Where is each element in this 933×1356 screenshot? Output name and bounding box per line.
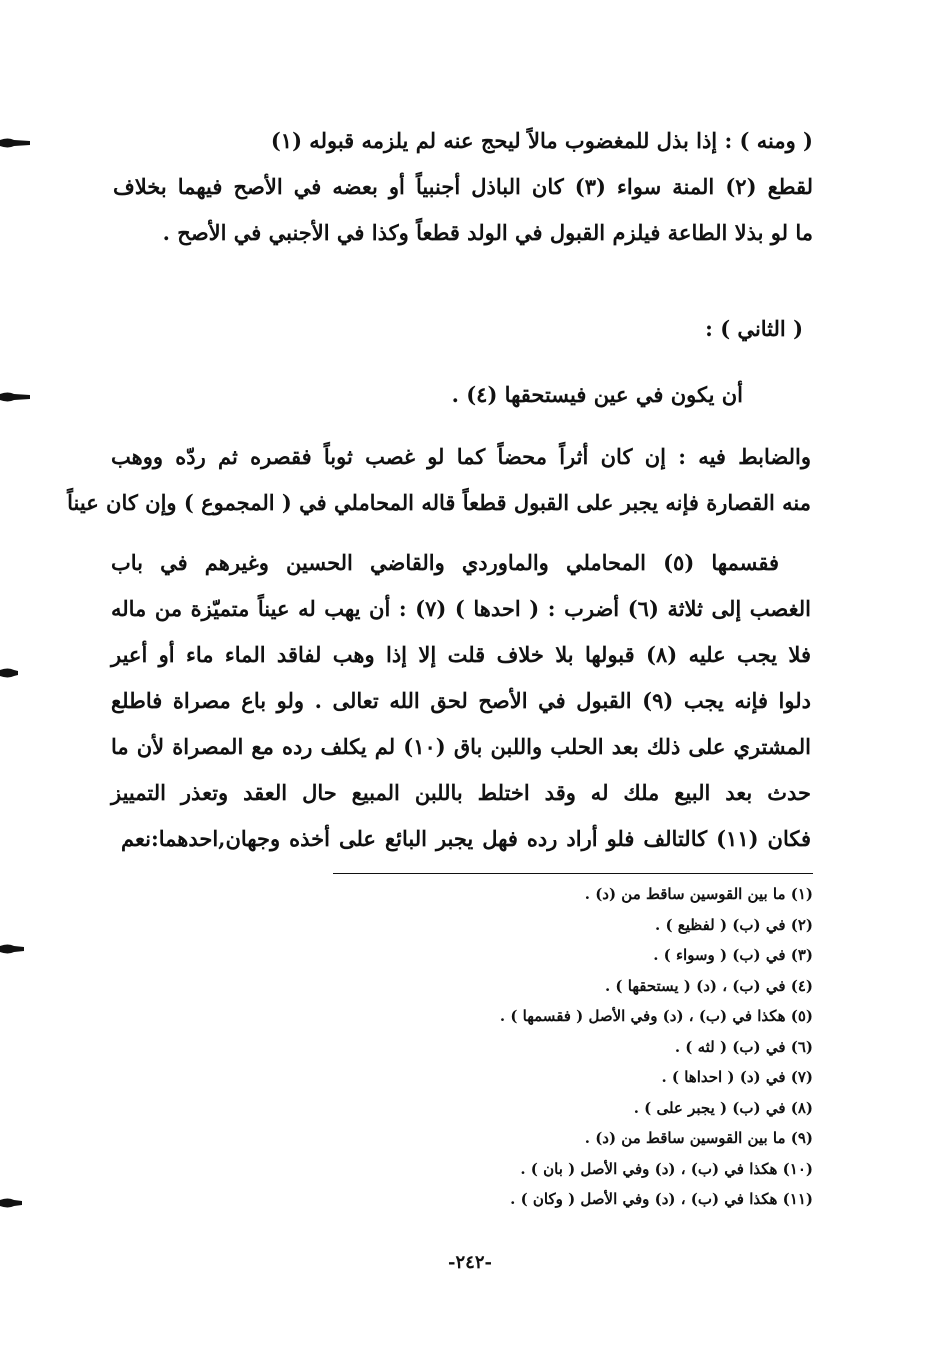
paragraph-1 [113, 118, 813, 256]
footnote: (١) ما بين القوسين ساقط من (د) . [584, 885, 813, 903]
margin-hole-mark-icon [0, 136, 30, 150]
text-line: دلوا فإنه يجب (٩) القبول في الأصح لحق الله تعالى . ولو باع مصراة فاطلع [111, 688, 811, 713]
text-line: حدث بعد البيع ملك له وقد اختلط باللبن المبيع حال العقد وتعذر التمييز [111, 780, 811, 805]
text-line: منه القصارة فإنه يجبر على القبول قطعاً قاله المحاملي في ( المجموع ) وإن كان عيناً [67, 490, 811, 515]
paragraph-2 [452, 372, 743, 418]
text-line: أن يكون في عين فيستحقها (٤) . [451, 382, 743, 407]
footnote: (٧) في (د) ( احداها ) . [661, 1068, 813, 1086]
footnotes [500, 879, 813, 1215]
margin-hole-mark-icon [0, 1196, 30, 1210]
footnote: (٦) في (ب) ( لثه ) . [674, 1037, 813, 1056]
text-line: المشتري على ذلك بعد الحلب واللبن باق (١٠) لم يكلف رده مع المصراة لأن ما [111, 734, 811, 759]
text-line: الغصب إلى ثلاثة (٦) أضرب : ( احدها ) (٧) : أن يهب له عيناً متميّزة من ماله [111, 596, 811, 621]
footnote-separator [333, 873, 813, 874]
text-line: فلا يجب عليه (٨) قبولها بلا خلاف قلت إلا إذا وهب لفاقد الماء ماء أو أعير [111, 642, 811, 667]
margin-hole-mark-icon [0, 390, 30, 404]
page-number: -٢٤٢- [448, 1252, 492, 1273]
section-heading: ( الثاني ) : [705, 316, 803, 341]
footnote: (٩) ما بين القوسين ساقط من (د) . [584, 1129, 813, 1147]
text-line: ( ومنه ) : إذا بذل للمغضوب مالاً ليحج عنه لم يلزمه قبوله (١) [270, 128, 813, 153]
paragraph-4 [111, 540, 811, 862]
text-line: لقطع (٢) المنة سواء (٣) كان الباذل أجنبياً أو بعضه في الأصح فيهما بخلاف [113, 174, 814, 199]
margin-hole-mark-icon [0, 942, 30, 956]
footnote: (٥) هكذا في (ب) ، (د) وفي الأصل ( فقسمها ) . [499, 1007, 813, 1025]
footnote: (٢) في (ب) ( لفظيع ) . [655, 915, 813, 934]
footnote: (٣) في (ب) ( وسواء ) . [653, 946, 813, 964]
text-line: والضابط فيه : إن كان أثراً محضاً كما لو غصب ثوباً فقصره ثم ردّه ووهب [111, 444, 811, 469]
footnote: (١٠) هكذا في (ب) ، (د) وفي الأصل ( بان ) . [520, 1159, 813, 1178]
footnote: (١١) هكذا في (ب) ، (د) وفي الأصل ( وكان ) . [510, 1190, 813, 1208]
footnote: (٨) في (ب) ( يجبر على ) . [633, 1098, 813, 1117]
text-line: ما لو بذلا الطاعة فيلزم القبول في الولد قطعاً وكذا في الأجنبي في الأصح . [162, 220, 813, 245]
text-line: فكان (١١) كالتالف فلو أراد رده فهل يجبر البائع على أخذه وجهان,احدهما:نعم [121, 826, 812, 851]
margin-hole-mark-icon [0, 666, 30, 680]
paragraph-3 [67, 434, 811, 526]
text-line: فقسمها (٥) المحاملي والماوردي والقاضي الحسين وغيرهم في باب [111, 550, 779, 575]
footnote: (٤) في (ب) ، (د) ( يستحقها ) . [604, 976, 813, 995]
